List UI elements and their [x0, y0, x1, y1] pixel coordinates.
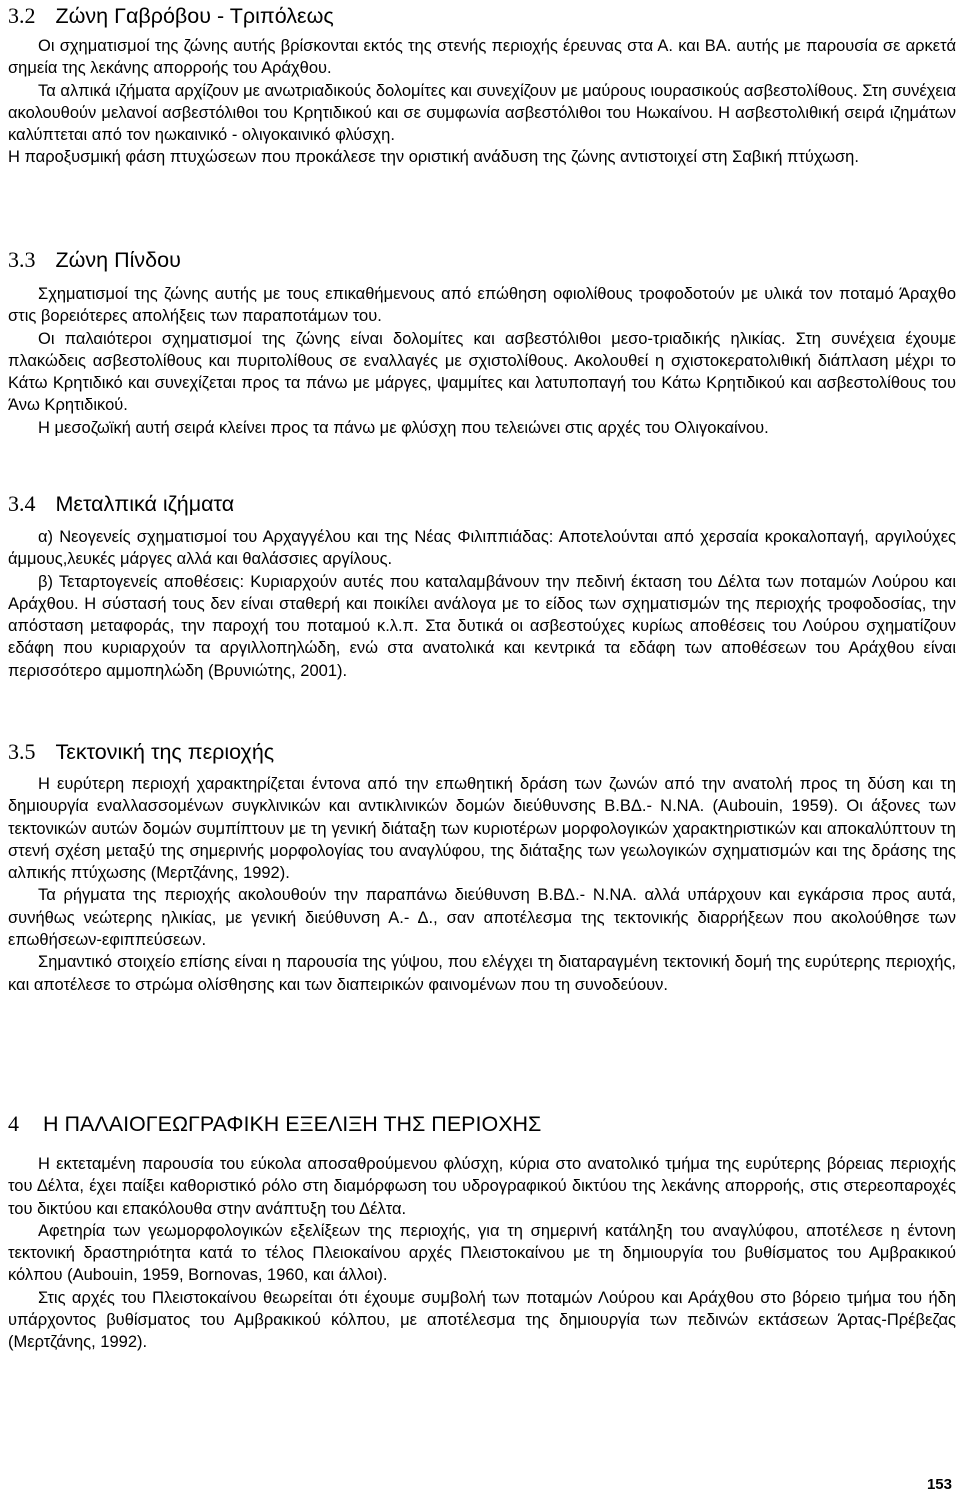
section-title: Τεκτονική της περιοχής [55, 740, 275, 764]
paragraph: β) Τεταρτογενείς αποθέσεις: Κυριαρχούν αυτές που καταλαμβάνουν την πεδινή έκταση του Δέλτα των ποταμών Λούρου και Αράχθου. Η σύστασή τους δεν είναι σταθερή και ποικίλει ανάλογα με το είδος των σχηματισμών της περιοχής τροφοδοσίας, την απόσταση μεταφοράς, την παροχή του ποταμού κ.λ.π. Στα δυτικά οι ασβεστούχες κυρίως αποθέσεις του Λούρου σχηματίζουν εδάφη που κυριαρχούν τα αργιλλοπηλώδη, ενώ στα ανατολικά και κεντρικά τα εδάφη των αποθέσεων του Αράχθου είναι περισσότερο αμμοπηλώδη (Βρυνιώτης, 2001). [8, 572, 956, 680]
section-3-2-body [8, 35, 956, 169]
paragraph: Η ευρύτερη περιοχή χαρακτηρίζεται έντονα από την επωθητική δράση των ζωνών από την ανατολή προς τη δύση και τη δημιουργία εναλλασσομένων συγκλινικών και αντικλινικών δομών διεύθυνσης Β.ΒΔ.- Ν.ΝΑ. (Aubouin, 1959). Οι άξονες των τεκτονικών αυτών δομών συμπίπτουν με τη γενική διάταξη των κυριοτέρων μορφολογικών χαρακτηριστικών και αποκαλύπτουν τη στενή σχέση μεταξύ της σημερινής μορφολογίας του αναγλύφου, της διάταξης των γεωλογικών σχηματισμών και της δράσης της αλπικής πτύχωσης (Μερτζάνης, 1992). [8, 775, 956, 883]
section-3-5-heading [8, 738, 274, 766]
paragraph: Τα αλπικά ιζήματα αρχίζουν με ανωτριαδικούς δολομίτες και συνεχίζουν με μαύρους ιουρασικούς ασβεστολίθους. Στη συνέχεια ακολουθούν μελανοί ασβεστόλιθοι του Κρητιδικού και σε συμφωνία ασβεστόλιθοι του Ηωκαίνου. Η ασβεστολιθική σειρά ιζημάτων καλύπτεται από τον ηωκαινικό - ολιγοκαινικό φλύσχη. [8, 81, 956, 145]
section-3-4-heading [8, 490, 234, 518]
section-title: Ζώνη Γαβρόβου - Τριπόλεως [55, 4, 334, 28]
paragraph: α) Νεογενείς σχηματισμοί του Αρχαγγέλου και της Νέας Φιλιππιάδας: Αποτελούνται από χερσαία κροκαλοπαγή, αργιλούχες άμμους,λευκές μάργες αλλά και θαλάσσιες αργίλους. [8, 528, 956, 569]
chapter-title: Η ΠΑΛΑΙΟΓΕΩΓΡΑΦΙΚΗ ΕΞΕΛΙΞΗ ΤΗΣ ΠΕΡΙΟΧΗΣ [43, 1112, 542, 1136]
section-3-4-body [8, 526, 956, 682]
section-number: 3.4 [8, 491, 36, 516]
paragraph: Οι σχηματισμοί της ζώνης αυτής βρίσκονται εκτός της στενής περιοχής έρευνας στα Α. και ΒΑ. αυτής με παρουσία σε αρκετά σημεία της λεκάνης απορροής του Αράχθου. [8, 37, 956, 78]
section-number: 3.5 [8, 739, 36, 764]
section-3-3-body [8, 283, 956, 439]
chapter-4-heading [8, 1110, 541, 1138]
paragraph: Σχηματισμοί της ζώνης αυτής με τους επικαθήμενους από επώθηση οφιολίθους τροφοδοτούν με υλικά τον ποταμό Άραχθο στις βορειότερες απολήξεις των παραποτάμων του. [8, 285, 956, 326]
document-page [4, 0, 956, 1505]
paragraph: Η εκτεταμένη παρουσία του εύκολα αποσαθρούμενου φλύσχη, κύρια στο ανατολικό τμήμα της ευρύτερης βόρειας περιοχής του Δέλτα, έχει παίξει καθοριστικό ρόλο στη διαμόρφωση του υδρογραφικού δικτύου της λεκάνης απορροής, στις στερεοπαροχές του δικτύου και επακόλουθα στην ανάπτυξη του Δέλτα. [8, 1155, 956, 1218]
paragraph: Στις αρχές του Πλειστοκαίνου θεωρείται ότι έχουμε συμβολή των ποταμών Λούρου και Αράχθου στο βόρειο τμήμα του ήδη υπάρχοντος βυθίσματος του Αμβρακικού κόλπου, με αποτέλεσμα της δημιουργία των πεδινών εκτάσεων Άρτας-Πρέβεζας (Μερτζάνης, 1992). [8, 1288, 956, 1352]
section-3-3-heading [8, 246, 181, 274]
paragraph: Οι παλαιότεροι σχηματισμοί της ζώνης είναι δολομίτες και ασβεστόλιθοι μεσο-τριαδικής ηλικίας. Στη συνέχεια έχουμε πλακώδεις ασβεστολίθους και πυριτολίθους σε εναλλαγές με σχιστολίθους. Ακολουθεί η σχιστοκερατολιθική διάπλαση μέχρι το Κάτω Κρητιδικό και συνεχίζεται προς τα πάνω με μάργες, ψαμμίτες και λατυποπαγή του Κάτω Κρητιδικού και ασβεστολίθους του Άνω Κρητιδικού. [8, 329, 956, 415]
page-number: 153 [926, 1476, 952, 1493]
section-title: Μεταλπικά ιζήματα [55, 492, 235, 516]
paragraph: Η παροξυσμική φάση πτυχώσεων που προκάλεσε την οριστική ανάδυση της ζώνης αντιστοιχεί στη Σαβική πτύχωση. [8, 148, 859, 167]
paragraph: Η μεσοζωϊκή αυτή σειρά κλείνει προς τα πάνω με φλύσχη που τελειώνει στις αρχές του Ολιγοκαίνου. [38, 418, 769, 437]
paragraph: Τα ρήγματα της περιοχής ακολουθούν την παραπάνω διεύθυνση Β.ΒΔ.- Ν.ΝΑ. αλλά υπάρχουν και εγκάρσια προς αυτά, συνήθως νεώτερης ηλικίας, με γενική διεύθυνση Α.- Δ., σαν αποτέλεσμα της τεκτονικής διαρρήξεων που ακολούθησε των επωθήσεων-εφιππεύσεων. [8, 886, 956, 950]
chapter-4-body [8, 1153, 956, 1354]
section-3-2-heading [8, 2, 334, 30]
section-number: 3.2 [8, 3, 36, 28]
section-title: Ζώνη Πίνδου [55, 248, 181, 272]
section-number: 3.3 [8, 247, 36, 272]
paragraph: Σημαντικό στοιχείο επίσης είναι η παρουσία της γύψου, που ελέγχει τη διαταραγμένη τεκτονική δομή της ευρύτερης περιοχής, και αποτέλεσε το στρώμα ολίσθησης και των διαπειρικών φαινομένων που τη συνοδεύουν. [8, 953, 956, 994]
chapter-number: 4 [8, 1111, 19, 1136]
paragraph: Αφετηρία των γεωμορφολογικών εξελίξεων της περιοχής, για τη σημερινή κατάληξη του αναγλύφου, αποτέλεσε η έντονη τεκτονική δραστηριότητα κατά το τέλος Πλειοκαίνου αρχές Πλειστοκαίνου με τη δημιουργία του βυθίσματος του Αμβρακικού κόλπου (Aubouin, 1959, Bornovas, 1960, και άλλοι). [8, 1221, 956, 1285]
section-3-5-body [8, 773, 956, 996]
